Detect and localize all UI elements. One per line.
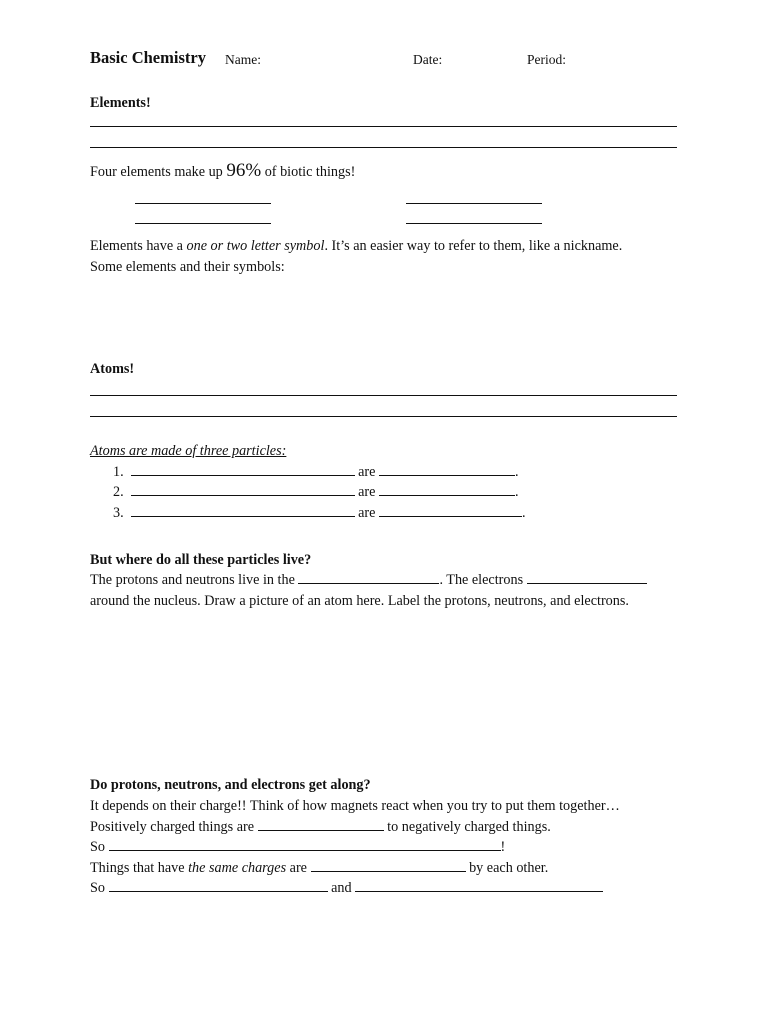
magnets-sentence: It depends on their charge!! Think of how magnets react when you try to put them together… — [90, 798, 620, 814]
particle-blank — [131, 504, 355, 517]
symbol-text-part1: Elements have a — [90, 238, 183, 254]
nucleus-text-b: . The electrons — [439, 572, 524, 588]
so-blank — [109, 838, 501, 851]
period-mark: . — [514, 464, 519, 480]
so-text: So — [90, 880, 105, 896]
item-number: 2. — [113, 484, 124, 500]
same-charges-text-b: are — [289, 860, 307, 876]
charge-blank — [379, 504, 522, 517]
symbol-text-part2: . It’s an easier way to refer to them, like a nickname. — [324, 238, 623, 254]
elements-heading: Elements! — [90, 95, 151, 111]
four-elements-prefix: Four elements make up — [90, 164, 223, 180]
particle-item-1 — [113, 463, 519, 481]
particle-blank — [131, 463, 355, 476]
nucleus-text-a: The protons and neutrons live in the — [90, 572, 295, 588]
date-label: Date: — [413, 52, 443, 67]
item-number: 3. — [113, 505, 124, 521]
period-label: Period: — [527, 52, 566, 67]
same-charges-text-a: Things that have — [90, 860, 185, 876]
answer-line — [90, 147, 677, 148]
so-text: So — [90, 839, 105, 855]
electron-blank — [527, 571, 647, 584]
answer-line — [90, 395, 677, 396]
element-blank — [406, 203, 542, 204]
so-blank-b — [355, 879, 603, 892]
draw-atom-instruction: around the nucleus. Draw a picture of an atom here. Label the protons, neutrons, and electrons. — [90, 593, 629, 609]
charge-blank — [379, 463, 515, 476]
worksheet-title: Basic Chemistry — [90, 48, 206, 67]
particles-live-heading: But where do all these particles live? — [90, 552, 312, 568]
particle-item-2 — [113, 483, 519, 501]
atoms-heading: Atoms! — [90, 361, 135, 377]
particle-item-3 — [113, 504, 526, 522]
four-elements-text — [90, 162, 355, 181]
particle-blank — [131, 483, 355, 496]
nucleus-sentence — [90, 571, 647, 589]
answer-line — [90, 126, 677, 127]
four-elements-suffix: of biotic things! — [264, 164, 356, 180]
period-mark: . — [514, 484, 519, 500]
so-blank-a — [109, 879, 328, 892]
symbol-text-italic: one or two letter symbol — [186, 238, 325, 254]
are-text: are — [358, 464, 376, 480]
name-label: Name: — [225, 52, 261, 67]
period-mark: . — [521, 505, 526, 521]
same-charges-italic: the same charges — [188, 860, 287, 876]
are-text: are — [358, 505, 376, 521]
nucleus-blank — [298, 571, 439, 584]
attraction-blank — [258, 818, 384, 831]
element-blank — [135, 203, 271, 204]
same-charges-text-c: by each other. — [469, 860, 549, 876]
positive-sentence — [90, 818, 551, 836]
positive-text-a: Positively charged things are — [90, 819, 255, 835]
item-number: 1. — [113, 464, 124, 480]
positive-text-b: to negatively charged things. — [387, 819, 551, 835]
some-elements-text: Some elements and their symbols: — [90, 259, 285, 275]
repel-blank — [311, 859, 466, 872]
are-text: are — [358, 484, 376, 500]
charges-heading: Do protons, neutrons, and electrons get along? — [90, 777, 371, 793]
and-text: and — [331, 880, 352, 896]
percent-value: 96% — [226, 160, 262, 181]
answer-line — [90, 416, 677, 417]
exclaim-mark: ! — [500, 839, 506, 855]
so-sentence-1 — [90, 838, 505, 856]
element-blank — [135, 223, 271, 224]
same-charges-sentence — [90, 859, 548, 877]
so-sentence-2 — [90, 879, 603, 897]
particles-intro: Atoms are made of three particles: — [90, 443, 287, 459]
symbol-sentence — [90, 237, 622, 255]
element-blank — [406, 223, 542, 224]
charge-blank — [379, 483, 515, 496]
